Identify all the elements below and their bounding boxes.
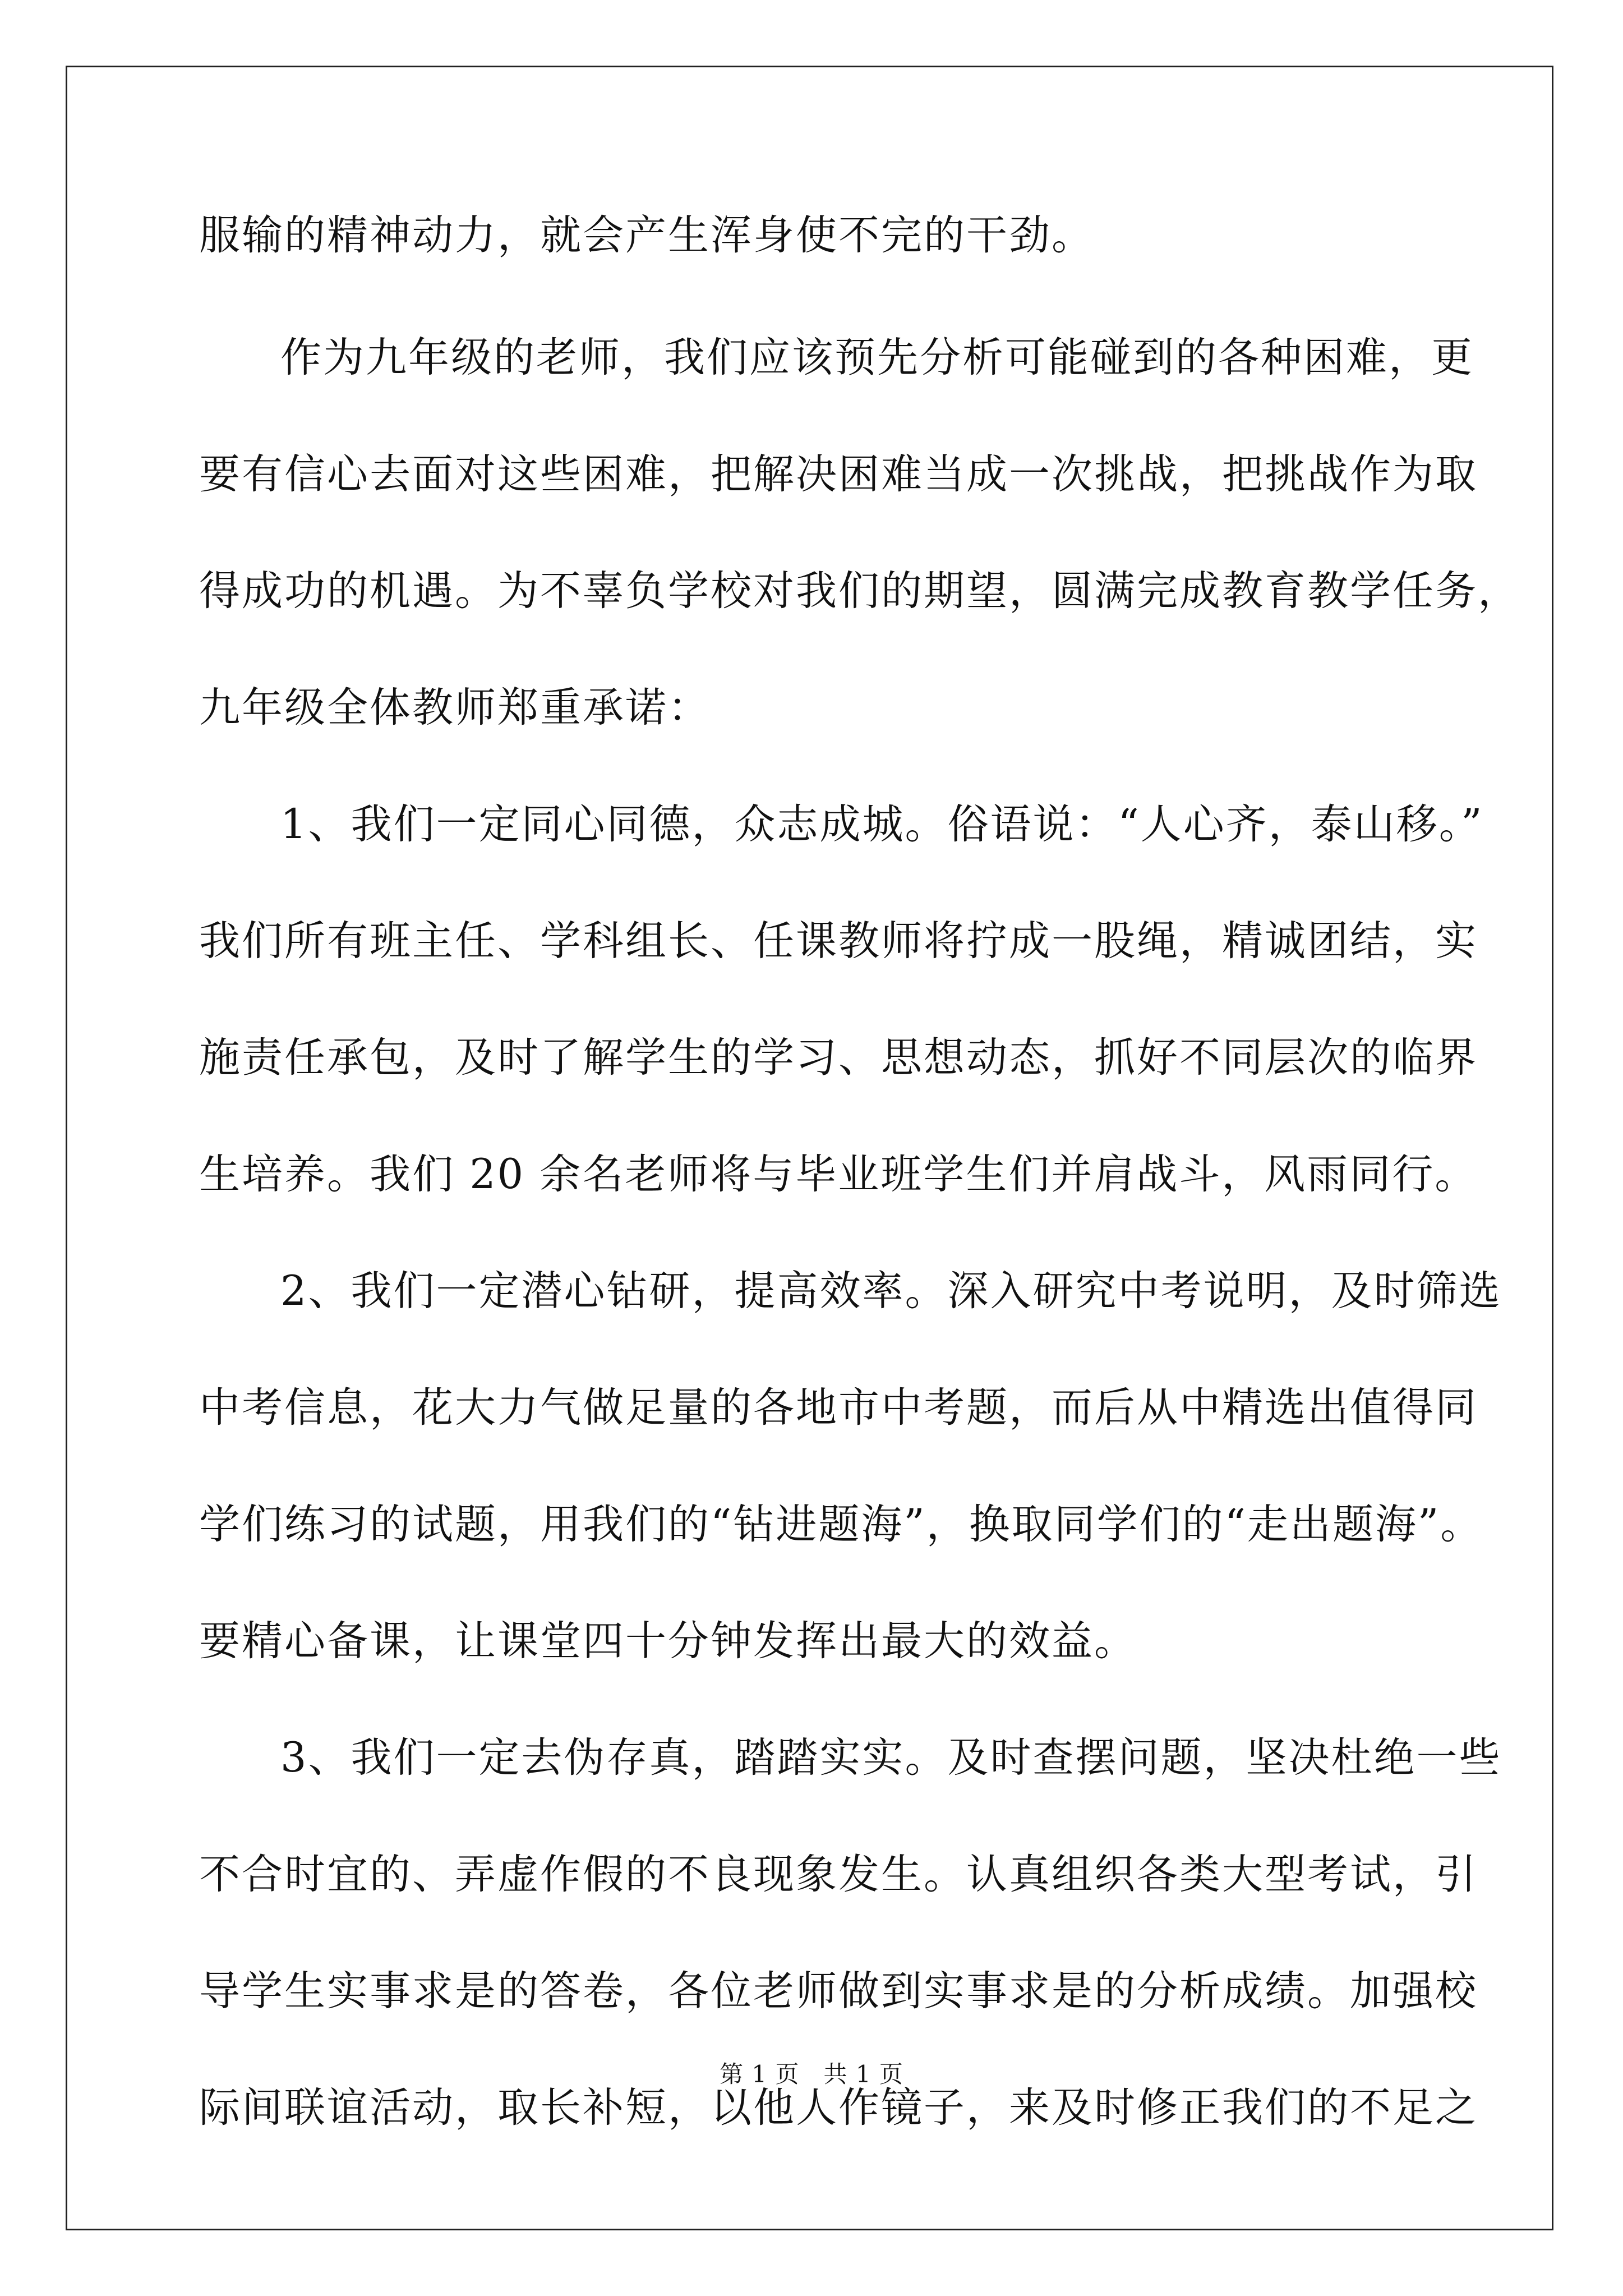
text-line: 施责任承包，及时了解学生的学习、思想动态，抓好不同层次的临界 xyxy=(199,1034,1478,1082)
text-line: 九年级全体教师郑重承诺： xyxy=(199,684,711,731)
text-line: 3、我们一定去伪存真，踏踏实实。及时查摆问题，坚决杜绝一些 xyxy=(280,1734,1502,1782)
text-line: 中考信息，花大力气做足量的各地市中考题，而后从中精选出值得同 xyxy=(199,1384,1478,1432)
text-line: 2、我们一定潜心钻研，提高效率。深入研究中考说明，及时筛选 xyxy=(280,1267,1502,1315)
text-line: 生培养。我们 20 余名老师将与毕业班学生们并肩战斗，风雨同行。 xyxy=(199,1151,1478,1198)
text-line: 我们所有班主任、学科组长、任课教师将拧成一股绳，精诚团结，实 xyxy=(199,917,1478,965)
text-line: 不合时宜的、弄虚作假的不良现象发生。认真组织各类大型考试，引 xyxy=(199,1851,1478,1898)
text-line: 学们练习的试题，用我们的“钻进题海”，换取同学们的“走出题海”。 xyxy=(199,1501,1483,1548)
text-line: 1、我们一定同心同德，众志成城。俗语说：“人心齐，泰山移。” xyxy=(280,800,1484,848)
text-line: 得成功的机遇。为不辜负学校对我们的期望，圆满完成教育教学任务， xyxy=(199,567,1520,615)
text-line: 要有信心去面对这些困难，把解决困难当成一次挑战，把挑战作为取 xyxy=(199,450,1478,498)
text-line: 要精心备课，让课堂四十分钟发挥出最大的效益。 xyxy=(199,1617,1137,1665)
page-number-footer: 第 1 页 共 1 页 xyxy=(720,2060,903,2088)
text-line: 作为九年级的老师，我们应该预先分析可能碰到的各种困难，更 xyxy=(280,334,1474,381)
text-line: 际间联谊活动，取长补短，以他人作镜子，来及时修正我们的不足之 xyxy=(199,2084,1478,2132)
text-line: 服输的精神动力，就会产生浑身使不完的干劲。 xyxy=(199,211,1094,259)
text-line: 导学生实事求是的答卷，各位老师做到实事求是的分析成绩。加强校 xyxy=(199,1967,1478,2015)
